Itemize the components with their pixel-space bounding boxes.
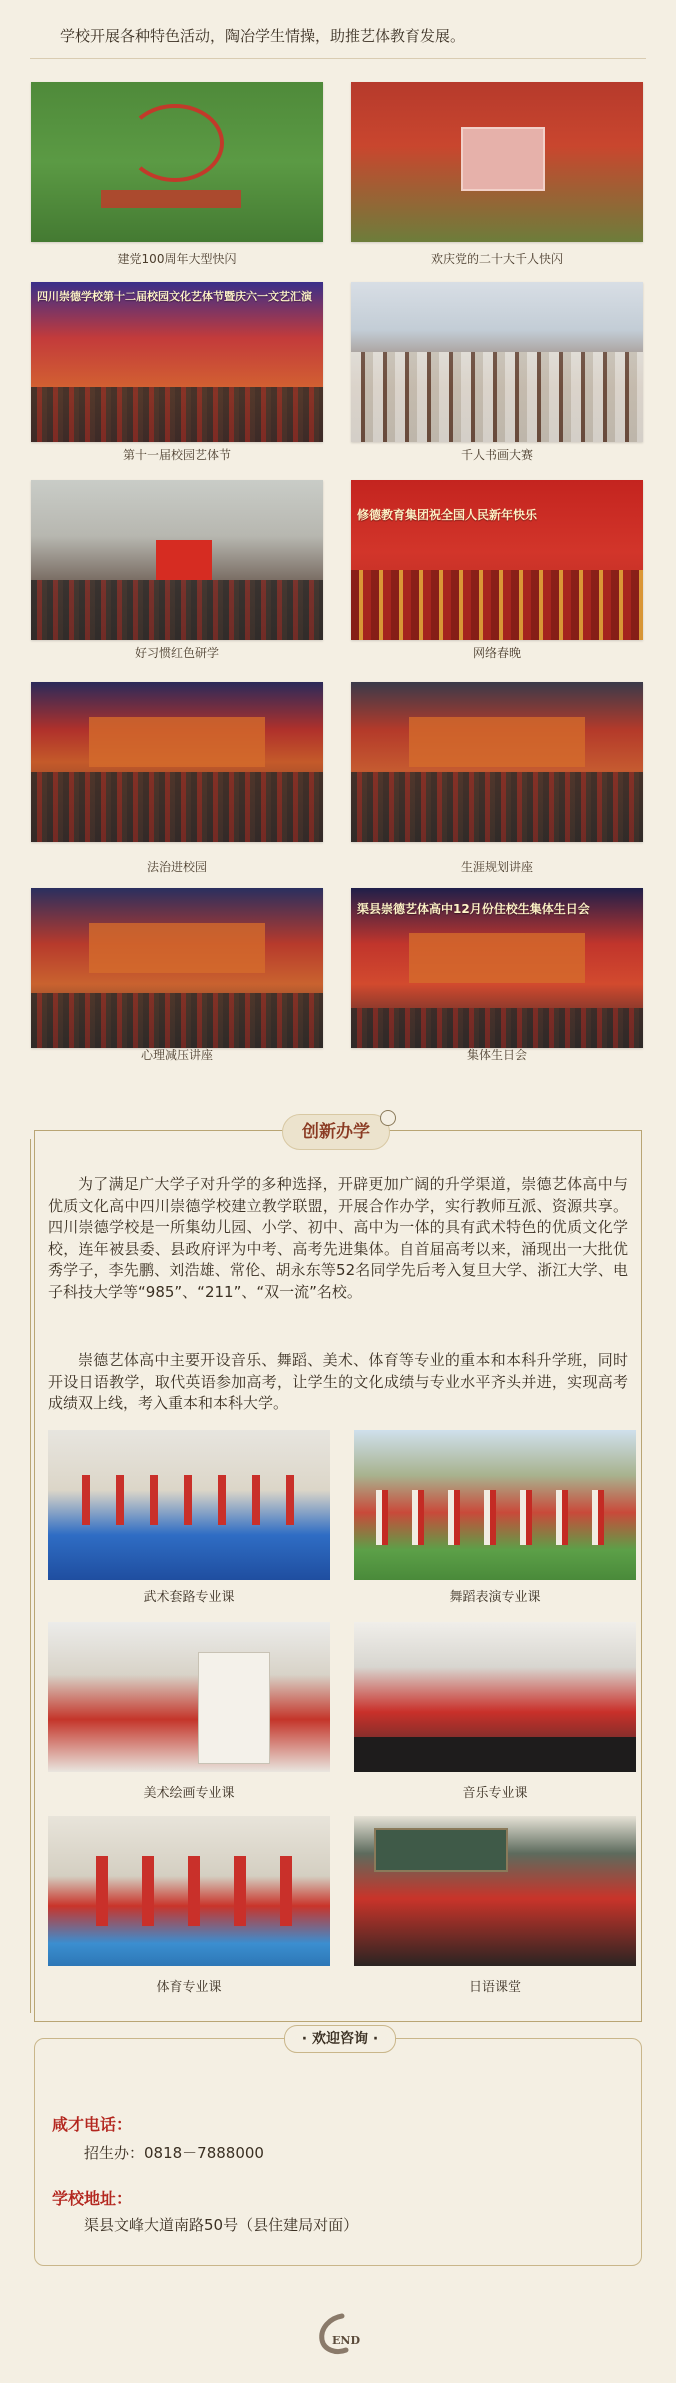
activity-caption: 网络春晚 — [472, 646, 521, 660]
course-caption: 音乐专业课 — [462, 1786, 528, 1801]
photo-banner-text: 修德教育集团祝全国人民新年快乐 — [357, 508, 538, 522]
course-caption: 日语课堂 — [468, 1980, 521, 1995]
course-caption: 武术套路专业课 — [143, 1590, 235, 1605]
photo-banner-text: 四川崇德学校第十二届校园文化艺体节暨庆六一文艺汇演 — [37, 290, 312, 303]
phone-label: 咸才电话： — [52, 2115, 133, 2134]
phone-value: 招生办：0818－7888000 — [84, 2144, 264, 2162]
activity-photo-congress-flashmob — [351, 82, 643, 242]
divider — [30, 58, 646, 59]
activity-caption: 集体生日会 — [466, 1048, 527, 1062]
course-caption: 舞蹈表演专业课 — [449, 1590, 541, 1605]
activity-caption: 好习惯红色研学 — [134, 646, 219, 660]
address-label: 学校地址： — [52, 2189, 133, 2208]
course-photo-japanese — [354, 1816, 636, 1966]
course-photo-sports — [48, 1816, 330, 1966]
activity-caption: 建党100周年大型快闪 — [117, 252, 237, 266]
course-photo-dance — [354, 1430, 636, 1580]
intro-text: 学校开展各种特色活动，陶冶学生情操，助推艺体教育发展。 — [60, 27, 466, 45]
paragraph: 为了满足广大学子对升学的多种选择，开辟更加广阔的升学渠道，崇德艺体高中与优质文化高中四川崇德学校建立教学联盟，开展合作办学，实行教师互派、资源共享。四川崇德学校是一所集幼儿园、小学、初中、高中为一体的具有武术特色的优质文化学校，连年被县委、县政府评为中考、高考先进集体。自首届高考以来，涌现出一大批优秀学子，李先鹏、刘浩雄、常伦、胡永东等52名同学先后考入复旦大学、浙江大学、电子科技大学等“985”、“211”、“双一流”名校。 — [48, 1175, 628, 1301]
activity-photo-art-festival — [31, 282, 323, 442]
course-photo-music — [354, 1622, 636, 1772]
activity-photo-calligraphy — [351, 282, 643, 442]
activity-caption: 法治进校园 — [146, 860, 207, 874]
end-label: END — [332, 2334, 360, 2347]
activity-caption: 千人书画大赛 — [460, 448, 533, 462]
contact-title: · 欢迎咨询 · — [284, 2025, 396, 2053]
activity-photo-career-lecture — [351, 682, 643, 842]
course-photo-martial-arts — [48, 1430, 330, 1580]
section-title: 创新办学 — [282, 1114, 390, 1150]
activity-caption: 心理减压讲座 — [140, 1048, 213, 1062]
course-photo-art — [48, 1622, 330, 1772]
activity-caption: 第十一届校园艺体节 — [122, 448, 231, 462]
activity-photo-law-lecture — [31, 682, 323, 842]
activity-photo-red-study — [31, 480, 323, 640]
activity-photo-gala — [351, 480, 643, 640]
course-caption: 美术绘画专业课 — [143, 1786, 235, 1801]
course-caption: 体育专业课 — [156, 1980, 222, 1995]
paragraph: 崇德艺体高中主要开设音乐、舞蹈、美术、体育等专业的重本和本科升学班，同时开设日语教学，取代英语参加高考，让学生的文化成绩与专业水平齐头并进，实现高考成绩双上线，考入重本和本科大学。 — [48, 1351, 628, 1412]
activity-photo-psychology-lecture — [31, 888, 323, 1048]
activity-photo-party-flashmob — [31, 82, 323, 242]
activity-caption: 欢庆党的二十大千人快闪 — [430, 252, 563, 266]
photo-banner-text: 渠县崇德艺体高中12月份住校生集体生日会 — [357, 902, 590, 916]
activity-caption: 生涯规划讲座 — [460, 860, 533, 874]
activity-photo-birthday — [351, 888, 643, 1048]
decor-circle-icon — [380, 1110, 396, 1126]
address-value: 渠县文峰大道南路50号（县住建局对面） — [84, 2216, 359, 2234]
